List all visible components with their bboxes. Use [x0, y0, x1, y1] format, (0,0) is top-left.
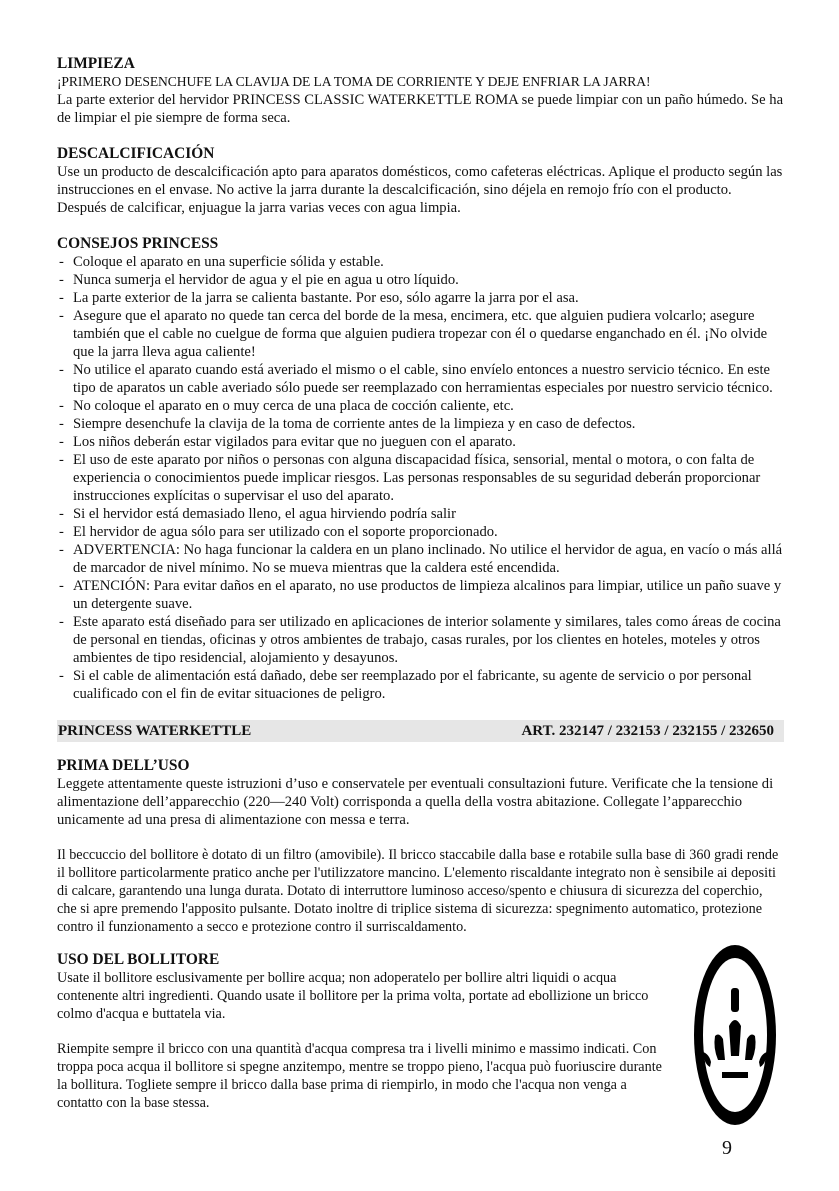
document-page	[57, 54, 784, 1112]
section-limpieza	[57, 54, 784, 127]
heading-descalcificacion: DESCALCIFICACIÓN	[57, 145, 215, 162]
uso-text-2: Riempite sempre il bricco con una quantità d'acqua compresa tra i livelli minimo e massimo indicati. Con troppa poca acqua il bollitore si spegne anzitempo, mentre se troppo pieno, l'acqua può fuoriuscire durante la bollitura. Togliete sempre il bricco dalla base prima di riempirlo, in modo che l'acqua non venga a contatto con la base stessa.	[57, 1041, 662, 1111]
heading-consejos: CONSEJOS PRINCESS	[57, 235, 219, 252]
limpieza-text: La parte exterior del hervidor PRINCESS CLASSIC WATERKETTLE ROMA se puede limpiar con un paño húmedo. Se ha de limpiar el pie siempre de forma seca.	[57, 92, 784, 126]
descalcificacion-text: Use un producto de descalcificación apto para aparatos domésticos, como cafeteras eléctricas. Aplique el producto según las instrucciones en el envase. No active la jarra durante la descalcificación, sino déjela en remojo frío con el producto. Después de calcificar, enjuague la jarra varias veces con agua limpia.	[57, 164, 783, 216]
page-number: 9	[722, 1137, 732, 1159]
section-descalcificacion	[57, 144, 784, 217]
section-prima	[57, 756, 784, 936]
list-item: - Asegure que el aparato no quede tan cerca del borde de la mesa, encimera, etc. que alguien pudiera volcarlo; asegure también que el cable no cuelgue de forma que alguien pudiera tropezar con él o quedarse enganchado en él. ¡No olvide que la jarra lleva agua caliente!	[57, 307, 784, 361]
product-name: PRINCESS WATERKETTLE	[58, 723, 252, 739]
heading-prima: PRIMA DELL’USO	[57, 757, 190, 774]
list-item: - No coloque el aparato en o muy cerca de una placa de cocción caliente, etc.	[57, 397, 784, 415]
list-item: - ATENCIÓN: Para evitar daños en el aparato, no use productos de limpieza alcalinos para limpiar, utilice un paño suave y un detergente suave.	[57, 577, 784, 613]
list-item: - Si el hervidor está demasiado lleno, el agua hirviendo podría salir	[57, 505, 784, 523]
article-numbers: ART. 232147 / 232153 / 232155 / 232650	[521, 723, 774, 739]
product-header-bar	[57, 720, 784, 742]
section-consejos	[57, 234, 784, 703]
list-item: - El uso de este aparato por niños o personas con alguna discapacidad física, sensorial, mental o motora, o con falta de experiencia o conocimientos puede implicar riesgos. Las personas responsables de su seguridad deberán proporcionar instrucciones explícitas o supervisar el uso del aparato.	[57, 451, 784, 505]
list-item: - Coloque el aparato en una superficie sólida y estable.	[57, 253, 784, 271]
section-uso	[57, 950, 675, 1112]
heading-uso: USO DEL BOLLITORE	[57, 951, 220, 968]
list-item: - Siempre desenchufe la clavija de la toma de corriente antes de la limpieza y en caso de defectos.	[57, 415, 784, 433]
list-item: - Este aparato está diseñado para ser utilizado en aplicaciones de interior solamente y similares, tales como áreas de cocina de personal en tiendas, oficinas y otros ambientes de trabajo, casas rurales, por los clientes en hoteles, moteles y otros ambientes de tipo residencial, alojamiento y desayunos.	[57, 613, 784, 667]
list-item: - Los niños deberán estar vigilados para evitar que no jueguen con el aparato.	[57, 433, 784, 451]
list-item: - No utilice el aparato cuando está averiado el mismo o el cable, sino envíelo entonces a nuestro servicio técnico. En este tipo de aparatos un cable averiado sólo puede ser reemplazado con herramientas especiales por nuestro servicio técnico.	[57, 361, 784, 397]
princess-crown-logo-icon	[693, 944, 777, 1126]
list-item: - ADVERTENCIA: No haga funcionar la caldera en un plano inclinado. No utilice el hervidor de agua, en vacío o más allá de marcador de nivel mínimo. No se mueva mientras que la caldera esté encendida.	[57, 541, 784, 577]
tips-list	[57, 253, 784, 703]
list-item: - Si el cable de alimentación está dañado, debe ser reemplazado por el fabricante, su agente de servicio o por personal cualificado con el fin de evitar situaciones de peligro.	[57, 667, 784, 703]
prima-text-2: Il beccuccio del bollitore è dotato di un filtro (amovibile). Il bricco staccabile dalla base e rotabile sulla base di 360 gradi rende il bollitore particolarmente pratico anche per l'utilizzatore mancino. L'elemento riscaldante integrato non è sensibile ai depositi di calcare, garantendo una lunga durata. Dotato di interruttore luminoso acceso/spento e chiusura di sicurezza del coperchio, che si apre premendo l'apposito pulsante. Dotato inoltre di triplice sistema di sicurezza: spegnimento automatico, protezione contro il funzionamento a secco e protezione contro il surriscaldamento.	[57, 847, 779, 935]
list-item: - Nunca sumerja el hervidor de agua y el pie en agua u otro líquido.	[57, 271, 784, 289]
prima-text: Leggete attentamente queste istruzioni d’uso e conservatele per eventuali consultazioni future. Verificate che la tensione di alimentazione dell’apparecchio (220—240 Volt) corrisponda a quella della vostra abitazione. Collegate l’apparecchio unicamente ad una presa di alimentazione con messa e terra.	[57, 776, 774, 828]
list-item: - La parte exterior de la jarra se calienta bastante. Por eso, sólo agarre la jarra por el asa.	[57, 289, 784, 307]
warning-text: ¡PRIMERO DESENCHUFE LA CLAVIJA DE LA TOMA DE CORRIENTE Y DEJE ENFRIAR LA JARRA!	[57, 74, 651, 89]
list-item: - El hervidor de agua sólo para ser utilizado con el soporte proporcionado.	[57, 523, 784, 541]
heading-limpieza: LIMPIEZA	[57, 55, 135, 72]
uso-text: Usate il bollitore esclusivamente per bollire acqua; non adoperatelo per bollire altri liquidi o acqua contenente altri ingredienti. Quando usate il bollitore per la prima volta, portate ad ebollizione un bricco colmo d'acqua e buttatela via.	[57, 970, 649, 1022]
